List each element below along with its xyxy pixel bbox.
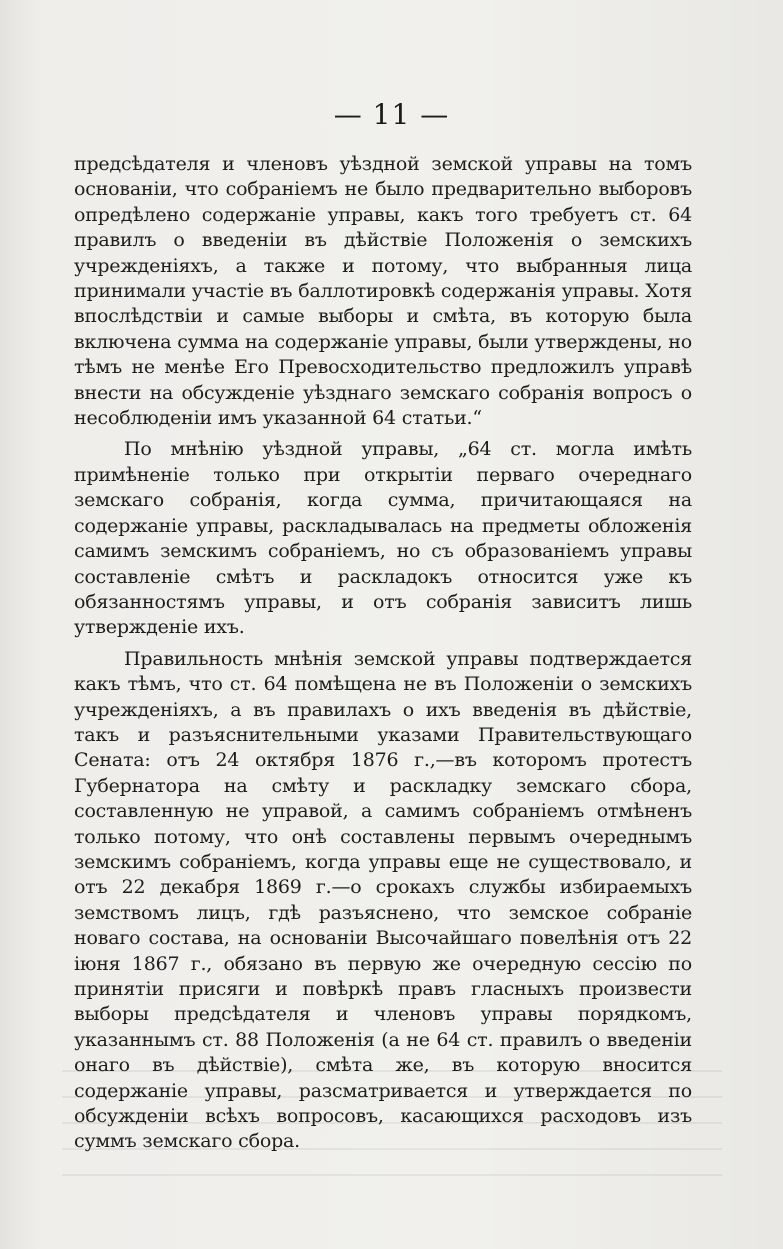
page-number: — 11 — — [333, 98, 450, 131]
paragraph: Правильность мнѣнія земской управы подтверждается какъ тѣмъ, что ст. 64 помѣщена не въ Положеніи о земскихъ учрежденіяхъ, а въ правилахъ о ихъ введенія въ дѣйствіе, такъ и разъяснительными указами Правительствующаго Сената: отъ 24 октября 1876 г.,—въ которомъ протестъ Губернатора на смѣту и раскладку земскаго сбора, составленную не управой, а самимъ собраніемъ отмѣненъ только потому, что онѣ составлены первымъ очереднымъ земскимъ собраніемъ, когда управы еще не существовало, и отъ 22 декабря 1869 г.—о срокахъ службы избираемыхъ земствомъ лицъ, гдѣ разъяснено, что земское собраніе новаго состава, на основаніи Высочайшаго повелѣнія отъ 22 іюня 1867 г., обязано въ первую же очередную сессію по принятіи присяги и повѣркѣ правъ гласныхъ произвести выборы предсѣдателя и членовъ управы порядкомъ, указаннымъ ст. 88 Положенія (а не 64 ст. правилъ о введеніи онаго въ дѣйствіе), смѣта же, въ которую вносится содержаніе управы, разсматривается и утверждается по обсужденіи всѣхъ вопросовъ, касающихся расходовъ изъ суммъ земскаго сбора. — [74, 647, 692, 1153]
paragraph-continued: предсѣдателя и членовъ уѣздной земской управы на томъ основаніи, что собраніемъ не было предварительно выборовъ опредѣлено содержаніе управы, какъ того требуетъ ст. 64 правилъ о введеніи въ дѣйствіе Положенія о земскихъ учрежденіяхъ, а также и потому, что выбранныя лица принимали участіе въ баллотировкѣ содержанія управы. Хотя впослѣдствіи и самые выборы и смѣта, въ которую была включена сумма на содержаніе управы, были утверждены, но тѣмъ не менѣе Его Превосходительство предложилъ управѣ внести на обсужденіе уѣзднаго земскаго собранія вопросъ о несоблюденіи имъ указанной 64 статьи.“ — [74, 153, 692, 430]
paragraph: По мнѣнію уѣздной управы, „64 ст. могла имѣть примѣненіе только при открытіи перваго очереднаго земскаго собранія, когда сумма, причитающаяся на содержаніе управы, раскладывалась на предметы обложенія самимъ земскимъ собраніемъ, но съ образованіемъ управы составленіе смѣтъ и раскладокъ относится уже къ обязанностямъ управы, и отъ собранія зависитъ лишь утвержденіе ихъ. — [74, 438, 692, 639]
body-text — [74, 152, 692, 1155]
